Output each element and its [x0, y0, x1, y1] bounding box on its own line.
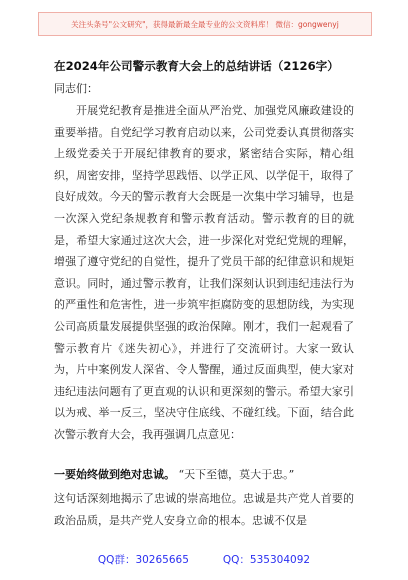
paragraph-1: 开展党纪教育是推进全面从严治党、加强党风廉政建设的重要举措。自党纪学习教育启动以来，公司党委认真贯彻落实上级党委关于开展纪律教育的要求，紧密结合实际，精心组织，周密安排，坚持学思践悟、以学正风、以学促干，取得了良好成效。今天的警示教育大会既是一次集中学习辅导，也是一次深入党纪条规教育和警示教育活动。警示教育的目的就是，希望大家通过这次大会，进一步深化对党纪党规的理解，增强了遵守党纪的自觉性，提升了党员干部的纪律意识和规矩意识。同时，通过警示教育，让我们深刻认识到违纪违法行为的严重性和危害性，进一步筑牢拒腐防变的思想防线，为实现公司高质量发展提供坚强的政治保障。刚才，我们一起观看了警示教育片《迷失初心》，并进行了交流研讨。大家一致认为，片中案例发人深省、令人警醒，通过反面典型，使大家对违纪违法问题有了更直观的认识和更深刻的警示。希望大家引以为戒、举一反三，坚决守住底线、不碰红线。下面，结合此次警示教育大会，我再强调几点意见： — [54, 104, 354, 441]
section-1 — [54, 466, 354, 482]
document-title: 在2024年公司警示教育大会上的总结讲话（2126字） — [54, 59, 339, 73]
footer-qq-group: QQ群：30265665 — [97, 554, 189, 566]
footer — [0, 552, 408, 572]
section-1-heading: 一要始终做到绝对忠诚。 — [54, 468, 175, 481]
greeting: 同志们： — [54, 82, 98, 95]
paragraph-2: 这句话深刻地揭示了忠诚的崇高地位。忠诚是共产党人首要的政治品质，是共产党人安身立命的根本。忠诚不仅是 — [54, 492, 354, 527]
section-1-quote: “天下至德，莫大于忠。” — [178, 468, 295, 481]
footer-qq: QQ：535304092 — [222, 554, 311, 566]
header-banner: 关注头条号"公文研究"，获得最新最全最专业的公文资料库！ 微信：gongwenyj — [38, 12, 372, 36]
